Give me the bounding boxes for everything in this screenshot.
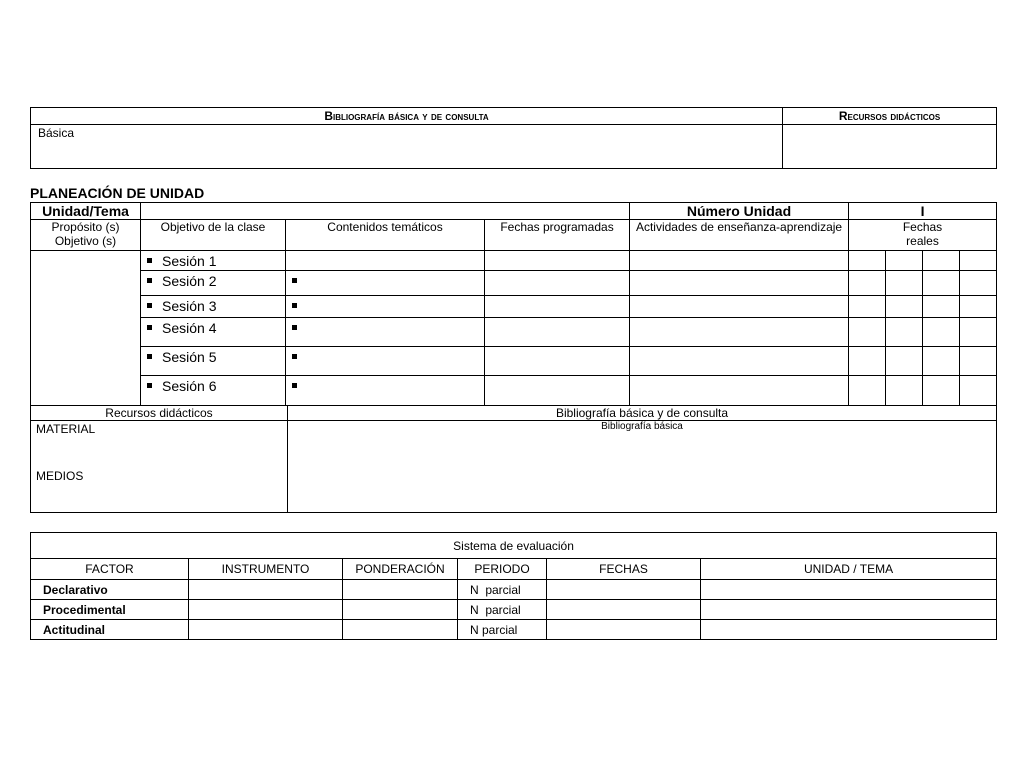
fecha-real-cell[interactable] xyxy=(960,251,997,271)
instrumento-cell[interactable] xyxy=(189,620,343,640)
fecha-real-cell[interactable] xyxy=(886,251,923,271)
table-row xyxy=(31,600,997,620)
resources-header: Recursos didácticos xyxy=(783,108,997,125)
fecha-real-cell[interactable] xyxy=(923,347,960,376)
fecha-real-cell[interactable] xyxy=(923,296,960,318)
resources-cell[interactable] xyxy=(783,125,997,169)
fechas-programadas-cell[interactable] xyxy=(485,318,630,347)
unidad-tema-cell[interactable] xyxy=(701,620,997,640)
unidad-tema-value[interactable] xyxy=(141,203,630,220)
fecha-real-cell[interactable] xyxy=(960,318,997,347)
numero-unidad-label: Número Unidad xyxy=(630,203,849,220)
instrumento-header: INSTRUMENTO xyxy=(189,559,343,580)
fechas-programadas-cell[interactable] xyxy=(485,271,630,296)
fechas-programadas-cell[interactable] xyxy=(485,296,630,318)
ponderacion-cell[interactable] xyxy=(343,620,458,640)
session-row xyxy=(31,347,997,376)
session-cell[interactable]: Sesión 2 xyxy=(141,271,286,296)
fecha-real-cell[interactable] xyxy=(849,296,886,318)
fechas-cell[interactable] xyxy=(547,600,701,620)
ponderacion-header: PONDERACIÓN xyxy=(343,559,458,580)
basica-label: Básica xyxy=(38,126,75,140)
evaluation-title: Sistema de evaluación xyxy=(31,533,997,559)
bibliografia-basica-cell[interactable] xyxy=(288,421,997,513)
fecha-real-cell[interactable] xyxy=(960,296,997,318)
unidad-tema-header: UNIDAD / TEMA xyxy=(701,559,997,580)
planeacion-title: PLANEACIÓN DE UNIDAD xyxy=(30,185,205,201)
fechas-header: FECHAS xyxy=(547,559,701,580)
recursos-header: Recursos didácticos xyxy=(31,406,288,421)
session-row xyxy=(31,318,997,347)
fecha-real-cell[interactable] xyxy=(923,318,960,347)
session-cell[interactable]: Sesión 6 xyxy=(141,376,286,406)
fecha-real-cell[interactable] xyxy=(923,376,960,406)
contenidos-header: Contenidos temáticos xyxy=(286,220,485,251)
session-cell[interactable]: Sesión 1 xyxy=(141,251,286,271)
actividades-header: Actividades de enseñanza-aprendizaje xyxy=(630,220,849,251)
fechas-cell[interactable] xyxy=(547,580,701,600)
instrumento-cell[interactable] xyxy=(189,580,343,600)
fecha-real-cell[interactable] xyxy=(960,347,997,376)
bullet-icon xyxy=(147,258,152,263)
session-row xyxy=(31,376,997,406)
instrumento-cell[interactable] xyxy=(189,600,343,620)
session-cell[interactable]: Sesión 5 xyxy=(141,347,286,376)
actividades-cell[interactable] xyxy=(630,296,849,318)
contenidos-cell[interactable] xyxy=(286,318,485,347)
bullet-icon xyxy=(147,325,152,330)
contenidos-cell[interactable] xyxy=(286,271,485,296)
bullet-icon xyxy=(147,354,152,359)
factor-cell: Declarativo xyxy=(31,580,189,600)
actividades-cell[interactable] xyxy=(630,271,849,296)
fechas-programadas-cell[interactable] xyxy=(485,376,630,406)
bullet-icon xyxy=(292,354,297,359)
unidad-tema-label: Unidad/Tema xyxy=(31,203,141,220)
fecha-real-cell[interactable] xyxy=(960,271,997,296)
fecha-real-cell[interactable] xyxy=(849,347,886,376)
bullet-icon xyxy=(147,303,152,308)
periodo-cell: N parcial xyxy=(458,620,547,640)
periodo-header: PERIODO xyxy=(458,559,547,580)
ponderacion-cell[interactable] xyxy=(343,600,458,620)
unidad-tema-cell[interactable] xyxy=(701,580,997,600)
bullet-icon xyxy=(147,278,152,283)
numero-unidad-value: I xyxy=(849,203,997,220)
table-row xyxy=(31,580,997,600)
actividades-cell[interactable] xyxy=(630,376,849,406)
table-row xyxy=(31,620,997,640)
fecha-real-cell[interactable] xyxy=(960,376,997,406)
fecha-real-cell[interactable] xyxy=(886,271,923,296)
material-label: MATERIAL xyxy=(36,422,96,436)
actividades-cell[interactable] xyxy=(630,347,849,376)
ponderacion-cell[interactable] xyxy=(343,580,458,600)
evaluation-table xyxy=(30,532,997,640)
periodo-cell: N parcial xyxy=(458,600,547,620)
fecha-real-cell[interactable] xyxy=(886,376,923,406)
objetivo-clase-header: Objetivo de la clase xyxy=(141,220,286,251)
session-row xyxy=(31,251,997,271)
periodo-cell: N parcial xyxy=(458,580,547,600)
factor-header: FACTOR xyxy=(31,559,189,580)
session-cell[interactable]: Sesión 3 xyxy=(141,296,286,318)
bullet-icon xyxy=(292,325,297,330)
factor-cell: Actitudinal xyxy=(31,620,189,640)
fecha-real-cell[interactable] xyxy=(849,376,886,406)
fechas-programadas-header: Fechas programadas xyxy=(485,220,630,251)
bibliografia-basica-label: Bibliografía básica xyxy=(601,421,683,432)
fecha-real-cell[interactable] xyxy=(886,296,923,318)
contenidos-cell[interactable] xyxy=(286,251,485,271)
planeacion-table xyxy=(30,202,997,406)
unidad-tema-cell[interactable] xyxy=(701,600,997,620)
actividades-cell[interactable] xyxy=(630,318,849,347)
contenidos-cell[interactable] xyxy=(286,376,485,406)
proposito-header: Propósito (s) Objetivo (s) xyxy=(31,220,141,251)
bibliografia-header: Bibliografía básica y de consulta xyxy=(288,406,997,421)
session-cell[interactable]: Sesión 4 xyxy=(141,318,286,347)
bullet-icon xyxy=(292,383,297,388)
fechas-programadas-cell[interactable] xyxy=(485,347,630,376)
basica-cell[interactable] xyxy=(31,125,783,169)
recursos-bibliografia-table xyxy=(30,405,997,513)
fecha-real-cell[interactable] xyxy=(886,347,923,376)
bibliography-header: Bibliografía básica y de consulta xyxy=(31,108,783,125)
bullet-icon xyxy=(292,303,297,308)
actividades-cell[interactable] xyxy=(630,251,849,271)
fechas-programadas-cell[interactable] xyxy=(485,251,630,271)
contenidos-cell[interactable] xyxy=(286,347,485,376)
bullet-icon xyxy=(147,383,152,388)
bullet-icon xyxy=(292,278,297,283)
contenidos-cell[interactable] xyxy=(286,296,485,318)
fecha-real-cell[interactable] xyxy=(849,251,886,271)
proposito-cell[interactable] xyxy=(31,251,141,406)
session-row xyxy=(31,271,997,296)
fechas-cell[interactable] xyxy=(547,620,701,640)
fechas-reales-header: Fechas reales xyxy=(849,220,997,251)
medios-label: MEDIOS xyxy=(36,469,84,483)
fecha-real-cell[interactable] xyxy=(923,251,960,271)
session-row xyxy=(31,296,997,318)
fecha-real-cell[interactable] xyxy=(849,271,886,296)
fecha-real-cell[interactable] xyxy=(849,318,886,347)
factor-cell: Procedimental xyxy=(31,600,189,620)
material-medios-cell[interactable] xyxy=(31,421,288,513)
fecha-real-cell[interactable] xyxy=(886,318,923,347)
fecha-real-cell[interactable] xyxy=(923,271,960,296)
bibliography-resources-table xyxy=(30,107,997,169)
